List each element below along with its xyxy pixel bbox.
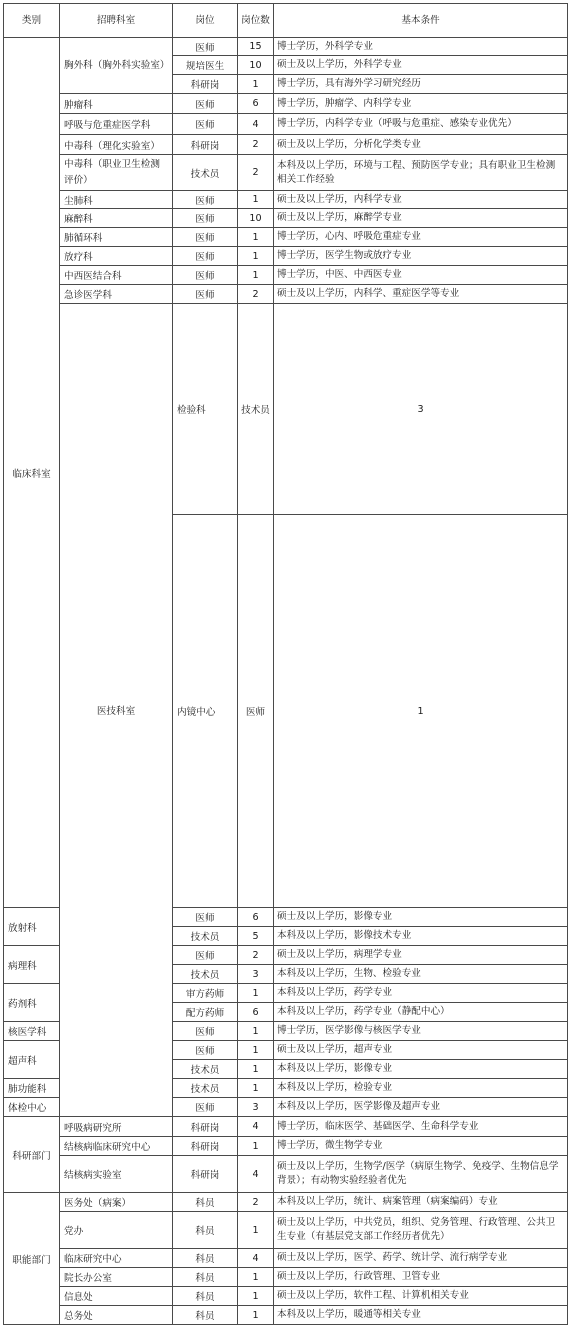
table-row [4,1117,568,1137]
department-cell: 检验科 [173,304,238,515]
count-cell: 4 [238,114,274,135]
department-cell: 放射科 [4,908,60,946]
table-row [4,247,568,266]
department-cell: 肺循环科 [60,228,173,247]
count-cell: 1 [238,1022,274,1041]
department-cell: 急诊医学科 [60,285,173,304]
position-cell: 科员 [173,1212,238,1249]
position-cell: 科研岗 [173,135,238,155]
count-cell: 1 [238,1079,274,1098]
count-cell: 1 [238,1287,274,1306]
position-cell: 科研岗 [173,1137,238,1156]
department-cell: 呼吸与危重症医学科 [60,114,173,135]
department-cell: 呼吸病研究所 [60,1117,173,1137]
requirements-cell: 硕士及以上学历，生物学/医学（病原生物学、免疫学、生物信息学背景）；有动物实验经验者优先 [274,1156,568,1193]
position-cell: 医师 [173,1041,238,1060]
requirements-cell: 硕士及以上学历，分析化学类专业 [274,135,568,155]
category-cell: 临床科室 [4,38,60,908]
table-row [4,209,568,228]
requirements-cell: 硕士及以上学历，影像专业 [274,908,568,927]
position-cell: 科研岗 [173,75,238,94]
count-cell: 3 [238,1098,274,1117]
requirements-cell: 博士学历，外科学专业 [274,38,568,56]
count-cell: 6 [238,94,274,114]
position-cell: 科员 [173,1268,238,1287]
requirements-cell: 博士学历，医学生物或放疗专业 [274,247,568,266]
header-requirements: 基本条件 [274,4,568,38]
header-department: 招聘科室 [60,4,173,38]
table-row [4,1287,568,1306]
table-row [4,1193,568,1212]
department-cell: 病理科 [4,946,60,984]
count-cell: 2 [238,135,274,155]
count-cell: 1 [238,1060,274,1079]
table-row [4,191,568,209]
count-cell: 1 [238,1137,274,1156]
requirements-cell: 硕士及以上学历，麻醉学专业 [274,209,568,228]
table-row [4,155,568,191]
category-cell: 医技科室 [60,304,173,1117]
department-cell: 超声科 [4,1041,60,1079]
position-cell: 规培医生 [173,56,238,75]
department-cell: 核医学科 [4,1022,60,1041]
requirements-cell: 硕士及以上学历，超声专业 [274,1041,568,1060]
count-cell: 10 [238,56,274,75]
department-cell: 尘肺科 [60,191,173,209]
count-cell: 3 [274,304,568,515]
position-cell: 审方药师 [173,984,238,1003]
position-cell: 医师 [173,946,238,965]
department-cell: 内镜中心 [173,515,238,908]
requirements-cell: 博士学历，内科学专业（呼吸与危重症、感染专业优先） [274,114,568,135]
table-row [4,285,568,304]
requirements-cell: 博士学历，微生物学专业 [274,1137,568,1156]
table-row [4,114,568,135]
count-cell: 1 [238,1306,274,1325]
department-cell: 总务处 [60,1306,173,1325]
position-cell: 科员 [173,1306,238,1325]
table-row [4,1156,568,1193]
position-cell: 医师 [173,209,238,228]
requirements-cell: 博士学历，肿瘤学、内科学专业 [274,94,568,114]
requirements-cell: 硕士及以上学历，内科学专业 [274,191,568,209]
table-row [4,38,568,56]
department-cell: 中西医结合科 [60,266,173,285]
position-cell: 科员 [173,1249,238,1268]
requirements-cell: 本科及以上学历，影像专业 [274,1060,568,1079]
count-cell: 1 [238,1041,274,1060]
requirements-cell: 硕士及以上学历，软件工程、计算机相关专业 [274,1287,568,1306]
count-cell: 4 [238,1156,274,1193]
department-cell: 药剂科 [4,984,60,1022]
recruitment-table [3,3,568,1325]
requirements-cell: 本科及以上学历，统计、病案管理（病案编码）专业 [274,1193,568,1212]
position-cell: 科研岗 [173,1156,238,1193]
position-cell: 技术员 [173,1060,238,1079]
department-cell: 麻醉科 [60,209,173,228]
count-cell: 1 [238,266,274,285]
department-cell: 肺功能科 [4,1079,60,1098]
table-row [4,1268,568,1287]
position-cell: 医师 [173,191,238,209]
requirements-cell: 本科及以上学历，检验专业 [274,1079,568,1098]
department-cell: 中毒科（理化实验室） [60,135,173,155]
requirements-cell: 博士学历，医学影像与核医学专业 [274,1022,568,1041]
count-cell: 6 [238,1003,274,1022]
requirements-cell: 硕士及以上学历，医学、药学、统计学、流行病学专业 [274,1249,568,1268]
table-row [4,304,568,515]
count-cell: 2 [238,946,274,965]
requirements-cell: 本科及以上学历，影像技术专业 [274,927,568,946]
position-cell: 医师 [173,94,238,114]
position-cell: 医师 [173,1098,238,1117]
position-cell: 医师 [173,266,238,285]
position-cell: 医师 [173,38,238,56]
table-row [4,1249,568,1268]
requirements-cell: 博士学历，临床医学、基础医学、生命科学专业 [274,1117,568,1137]
requirements-cell: 硕士及以上学历，行政管理、卫管专业 [274,1268,568,1287]
count-cell: 1 [238,1268,274,1287]
position-cell: 配方药师 [173,1003,238,1022]
requirements-cell: 本科及以上学历，环境与工程、预防医学专业；具有职业卫生检测相关工作经验 [274,155,568,191]
count-cell: 1 [238,228,274,247]
table-row [4,228,568,247]
count-cell: 5 [238,927,274,946]
department-cell: 医务处（病案） [60,1193,173,1212]
count-cell: 15 [238,38,274,56]
requirements-cell: 博士学历，心内、呼吸危重症专业 [274,228,568,247]
count-cell: 3 [238,965,274,984]
table-row [4,1306,568,1325]
table-row [4,1137,568,1156]
position-cell: 技术员 [173,927,238,946]
requirements-cell: 本科及以上学历，生物、检验专业 [274,965,568,984]
department-cell: 胸外科（胸外科实验室） [60,38,173,94]
position-cell: 医师 [173,228,238,247]
position-cell: 医师 [173,114,238,135]
requirements-cell: 硕士及以上学历，内科学、重症医学等专业 [274,285,568,304]
position-cell: 技术员 [173,965,238,984]
count-cell: 2 [238,285,274,304]
department-cell: 肿瘤科 [60,94,173,114]
count-cell: 1 [238,984,274,1003]
requirements-cell: 硕士及以上学历，病理学专业 [274,946,568,965]
position-cell: 医师 [173,908,238,927]
count-cell: 1 [238,1212,274,1249]
category-cell: 科研部门 [4,1117,60,1193]
department-cell: 党办 [60,1212,173,1249]
requirements-cell: 硕士及以上学历，中共党员，组织、党务管理、行政管理、公共卫生专业（有基层党支部工作经历者优先） [274,1212,568,1249]
position-cell: 科研岗 [173,1117,238,1137]
position-cell: 医师 [173,1022,238,1041]
position-cell: 科员 [173,1193,238,1212]
count-cell: 10 [238,209,274,228]
department-cell: 信息处 [60,1287,173,1306]
category-cell: 职能部门 [4,1193,60,1325]
position-cell: 技术员 [173,1079,238,1098]
department-cell: 结核病实验室 [60,1156,173,1193]
header-category: 类别 [4,4,60,38]
department-cell: 体检中心 [4,1098,60,1117]
count-cell: 6 [238,908,274,927]
requirements-cell: 博士学历，中医、中西医专业 [274,266,568,285]
count-cell: 1 [238,247,274,266]
requirements-cell: 本科及以上学历，药学专业 [274,984,568,1003]
header-row [4,4,568,38]
position-cell: 技术员 [238,304,274,515]
position-cell: 医师 [173,285,238,304]
department-cell: 结核病临床研究中心 [60,1137,173,1156]
department-cell: 临床研究中心 [60,1249,173,1268]
position-cell: 医师 [238,515,274,908]
count-cell: 1 [238,75,274,94]
count-cell: 1 [274,515,568,908]
count-cell: 4 [238,1249,274,1268]
department-cell: 院长办公室 [60,1268,173,1287]
requirements-cell: 硕士及以上学历，外科学专业 [274,56,568,75]
department-cell: 放疗科 [60,247,173,266]
requirements-cell: 本科及以上学历，医学影像及超声专业 [274,1098,568,1117]
header-count: 岗位数 [238,4,274,38]
position-cell: 科员 [173,1287,238,1306]
count-cell: 2 [238,155,274,191]
table-row [4,94,568,114]
requirements-cell: 本科及以上学历，药学专业（静配中心） [274,1003,568,1022]
count-cell: 1 [238,191,274,209]
position-cell: 医师 [173,247,238,266]
header-position: 岗位 [173,4,238,38]
requirements-cell: 博士学历，具有海外学习研究经历 [274,75,568,94]
count-cell: 4 [238,1117,274,1137]
table-row [4,135,568,155]
requirements-cell: 本科及以上学历，暖通等相关专业 [274,1306,568,1325]
position-cell: 技术员 [173,155,238,191]
department-cell: 中毒科（职业卫生检测评价） [60,155,173,191]
table-row [4,1212,568,1249]
count-cell: 2 [238,1193,274,1212]
table-row [4,266,568,285]
